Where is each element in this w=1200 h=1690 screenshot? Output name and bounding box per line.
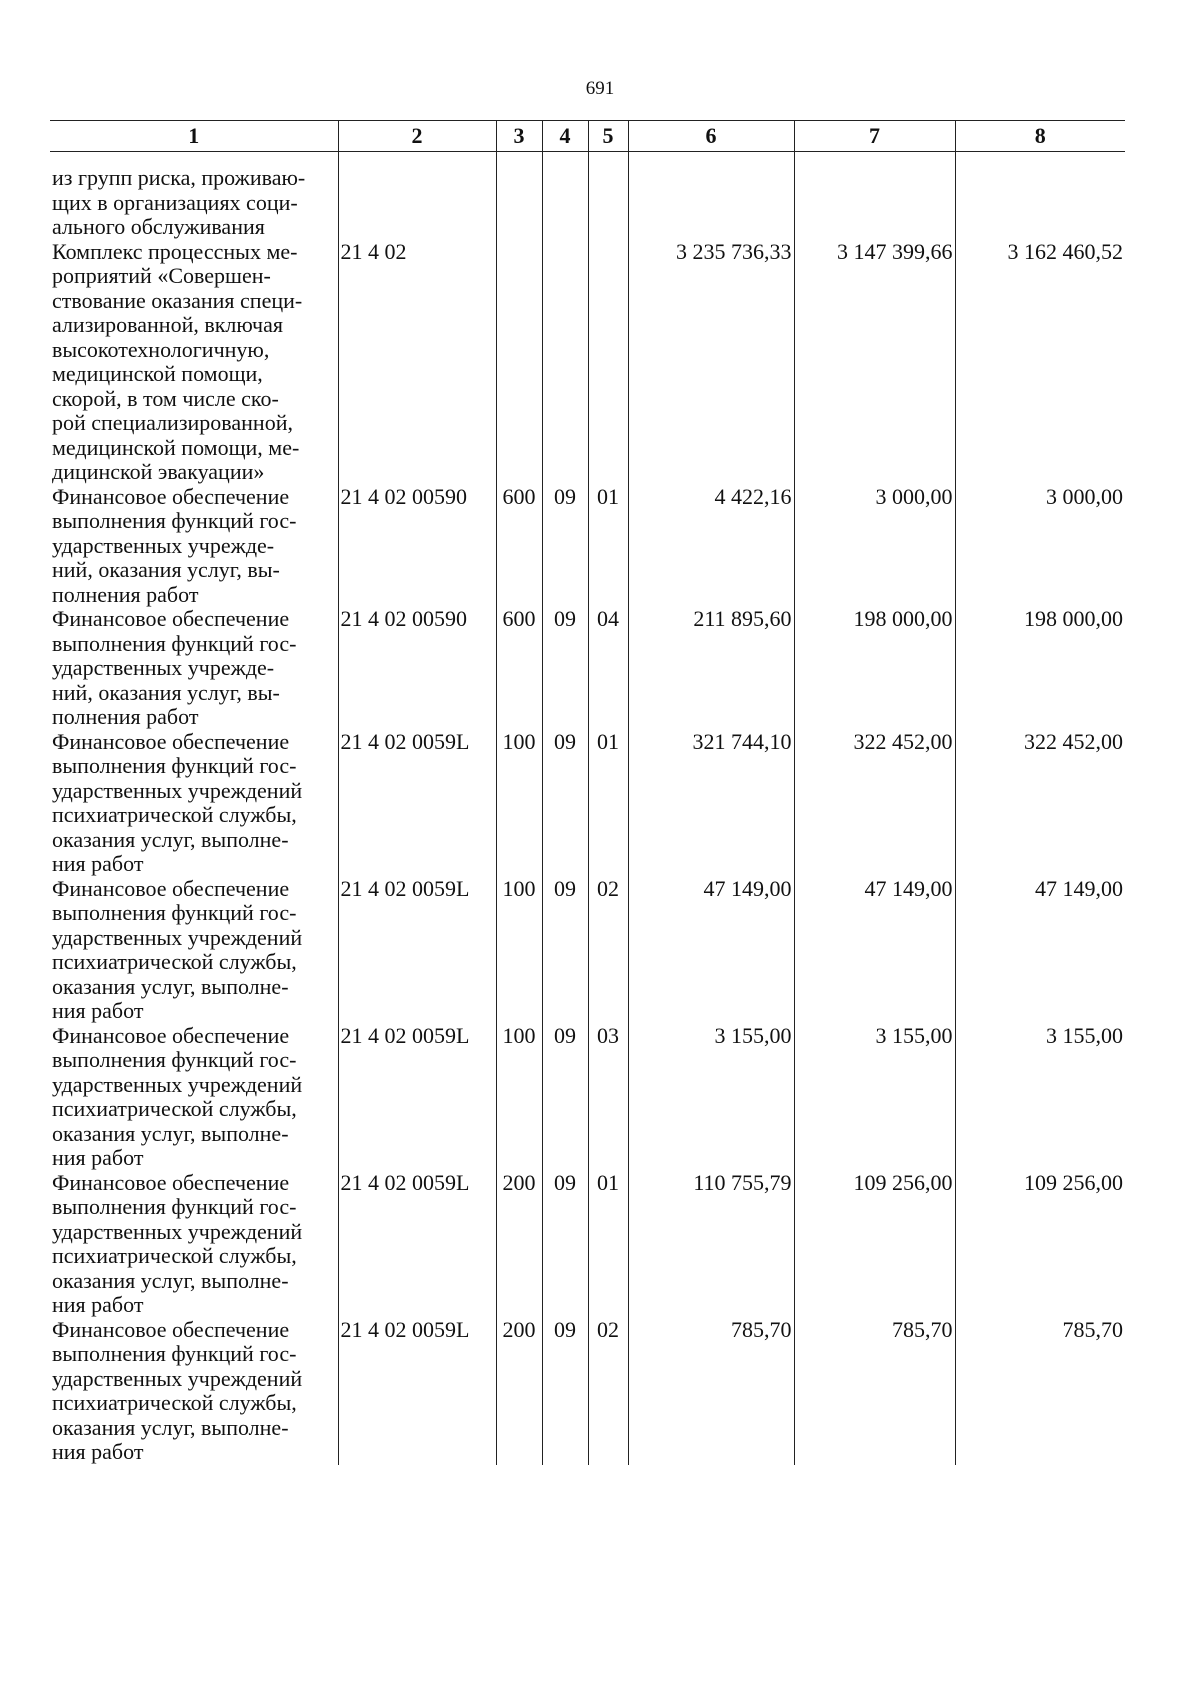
row-expense-type xyxy=(496,152,542,240)
budget-table xyxy=(50,120,1125,1465)
table-row xyxy=(50,730,1125,877)
row-description xyxy=(50,1171,338,1318)
description-line: ствование оказания специ- xyxy=(52,287,303,313)
row-subsection: 04 xyxy=(588,607,628,730)
header-row xyxy=(50,121,1125,152)
column-header-6: 6 xyxy=(628,121,794,152)
row-amount-col6: 4 422,16 xyxy=(628,485,794,608)
description-line: ния работ xyxy=(52,1145,144,1170)
row-amount-col7: 322 452,00 xyxy=(794,730,955,877)
table-row xyxy=(50,1171,1125,1318)
row-amount-col7: 3 147 399,66 xyxy=(794,240,955,485)
row-subsection: 01 xyxy=(588,730,628,877)
row-subsection: 02 xyxy=(588,877,628,1024)
description-line: ализированной, включая xyxy=(52,312,283,337)
table-row xyxy=(50,1318,1125,1465)
row-amount-col8: 198 000,00 xyxy=(955,607,1125,730)
column-header-7: 7 xyxy=(794,121,955,152)
row-description xyxy=(50,1024,338,1171)
row-amount-col8: 3 000,00 xyxy=(955,485,1125,608)
row-code xyxy=(338,152,496,240)
row-section: 09 xyxy=(542,485,588,608)
row-amount-col7: 785,70 xyxy=(794,1318,955,1465)
row-amount-col8: 322 452,00 xyxy=(955,730,1125,877)
description-line: из групп риска, проживаю- xyxy=(52,165,306,190)
row-section: 09 xyxy=(542,1318,588,1465)
row-expense-type: 100 xyxy=(496,730,542,877)
description-line: психиатрической службы, xyxy=(52,802,297,827)
row-subsection: 01 xyxy=(588,485,628,608)
row-amount-col6: 3 155,00 xyxy=(628,1024,794,1171)
row-code: 21 4 02 00590 xyxy=(338,485,496,608)
table-row xyxy=(50,607,1125,730)
row-amount-col8: 109 256,00 xyxy=(955,1171,1125,1318)
description-line: психиатрической службы, xyxy=(52,949,297,974)
row-amount-col6: 47 149,00 xyxy=(628,877,794,1024)
page-number: 691 xyxy=(585,78,615,99)
description-line: ударственных учреждений xyxy=(52,1218,303,1244)
row-section: 09 xyxy=(542,1024,588,1171)
table-row xyxy=(50,152,1125,240)
description-line: рой специализированной, xyxy=(52,410,293,435)
row-amount-col8: 785,70 xyxy=(955,1318,1125,1465)
description-line: щих в организациях соци- xyxy=(52,189,298,215)
row-description xyxy=(50,607,338,730)
row-expense-type: 200 xyxy=(496,1318,542,1465)
row-section xyxy=(542,240,588,485)
description-line: Финансовое обеспечение xyxy=(52,728,290,754)
description-line: медицинской помощи, ме- xyxy=(52,434,300,460)
description-line: медицинской помощи, xyxy=(52,361,263,386)
row-section: 09 xyxy=(542,730,588,877)
table-row xyxy=(50,485,1125,608)
table-header xyxy=(50,121,1125,152)
column-header-8: 8 xyxy=(955,121,1125,152)
description-line: высокотехнологичную, xyxy=(52,336,270,362)
row-subsection xyxy=(588,240,628,485)
column-header-4: 4 xyxy=(542,121,588,152)
row-expense-type: 100 xyxy=(496,1024,542,1171)
row-amount-col6 xyxy=(628,152,794,240)
description-line: выполнения функций гос- xyxy=(52,900,297,925)
row-amount-col6: 321 744,10 xyxy=(628,730,794,877)
description-line: оказания услуг, выполне- xyxy=(52,1267,289,1293)
row-section: 09 xyxy=(542,877,588,1024)
description-line: полнения работ xyxy=(52,581,199,607)
table-row xyxy=(50,877,1125,1024)
row-amount-col8: 47 149,00 xyxy=(955,877,1125,1024)
row-description xyxy=(50,240,338,485)
description-line: оказания услуг, выполне- xyxy=(52,826,289,852)
description-line: Финансовое обеспечение xyxy=(52,1022,290,1048)
row-amount-col6: 3 235 736,33 xyxy=(628,240,794,485)
description-line: психиатрической службы, xyxy=(52,1243,297,1268)
description-line: Финансовое обеспечение xyxy=(52,606,290,631)
row-amount-col6: 211 895,60 xyxy=(628,607,794,730)
description-line: ний, оказания услуг, вы- xyxy=(52,679,280,705)
row-amount-col6: 785,70 xyxy=(628,1318,794,1465)
description-line: психиатрической службы, xyxy=(52,1096,297,1121)
row-code: 21 4 02 0059L xyxy=(338,730,496,877)
description-line: выполнения функций гос- xyxy=(52,630,297,656)
row-description xyxy=(50,877,338,1024)
description-line: ния работ xyxy=(52,851,144,876)
column-header-1: 1 xyxy=(50,121,338,152)
row-amount-col7: 3 155,00 xyxy=(794,1024,955,1171)
row-amount-col7: 109 256,00 xyxy=(794,1171,955,1318)
row-code: 21 4 02 xyxy=(338,240,496,485)
table-row xyxy=(50,1024,1125,1171)
row-description xyxy=(50,1318,338,1465)
description-line: скорой, в том числе ско- xyxy=(52,385,279,411)
description-line: ния работ xyxy=(52,1439,144,1464)
description-line: дицинской эвакуации» xyxy=(52,459,265,484)
description-line: ний, оказания услуг, вы- xyxy=(52,557,280,582)
description-line: роприятий «Совершен- xyxy=(52,263,271,288)
description-line: ударственных учрежде- xyxy=(52,655,275,680)
description-line: Финансовое обеспечение xyxy=(52,483,290,509)
description-line: Финансовое обеспечение xyxy=(52,1316,290,1342)
column-header-5: 5 xyxy=(588,121,628,152)
description-line: оказания услуг, выполне- xyxy=(52,973,289,999)
description-line: ния работ xyxy=(52,1292,144,1317)
table-body xyxy=(50,152,1125,1465)
table-row xyxy=(50,240,1125,485)
description-line: ального обслуживания xyxy=(52,214,265,239)
description-line: Комплекс процессных ме- xyxy=(52,238,298,264)
description-line: ударственных учреждений xyxy=(52,924,303,950)
description-line: выполнения функций гос- xyxy=(52,1047,297,1072)
row-amount-col8: 3 162 460,52 xyxy=(955,240,1125,485)
row-expense-type: 600 xyxy=(496,607,542,730)
row-description xyxy=(50,730,338,877)
row-section xyxy=(542,152,588,240)
description-line: выполнения функций гос- xyxy=(52,753,297,778)
row-code: 21 4 02 0059L xyxy=(338,877,496,1024)
description-line: выполнения функций гос- xyxy=(52,1341,297,1366)
row-amount-col8: 3 155,00 xyxy=(955,1024,1125,1171)
row-subsection: 01 xyxy=(588,1171,628,1318)
description-line: ударственных учреждений xyxy=(52,1071,303,1097)
description-line: выполнения функций гос- xyxy=(52,508,297,533)
description-line: Финансовое обеспечение xyxy=(52,1169,290,1195)
row-amount-col7: 3 000,00 xyxy=(794,485,955,608)
row-code: 21 4 02 0059L xyxy=(338,1024,496,1171)
row-description xyxy=(50,485,338,608)
row-amount-col7: 198 000,00 xyxy=(794,607,955,730)
row-section: 09 xyxy=(542,607,588,730)
row-subsection xyxy=(588,152,628,240)
row-subsection: 02 xyxy=(588,1318,628,1465)
row-amount-col6: 110 755,79 xyxy=(628,1171,794,1318)
row-amount-col7: 47 149,00 xyxy=(794,877,955,1024)
description-line: оказания услуг, выполне- xyxy=(52,1120,289,1146)
column-header-2: 2 xyxy=(338,121,496,152)
description-line: ударственных учреждений xyxy=(52,1365,303,1391)
column-header-3: 3 xyxy=(496,121,542,152)
row-code: 21 4 02 00590 xyxy=(338,607,496,730)
row-code: 21 4 02 0059L xyxy=(338,1171,496,1318)
row-expense-type: 600 xyxy=(496,485,542,608)
row-expense-type xyxy=(496,240,542,485)
row-expense-type: 100 xyxy=(496,877,542,1024)
description-line: ния работ xyxy=(52,998,144,1023)
description-line: полнения работ xyxy=(52,704,199,729)
description-line: ударственных учрежде- xyxy=(52,532,275,558)
row-code: 21 4 02 0059L xyxy=(338,1318,496,1465)
row-section: 09 xyxy=(542,1171,588,1318)
row-amount-col7 xyxy=(794,152,955,240)
row-amount-col8 xyxy=(955,152,1125,240)
description-line: Финансовое обеспечение xyxy=(52,875,290,901)
description-line: психиатрической службы, xyxy=(52,1390,297,1415)
description-line: оказания услуг, выполне- xyxy=(52,1414,289,1440)
row-subsection: 03 xyxy=(588,1024,628,1171)
row-description xyxy=(50,152,338,240)
description-line: выполнения функций гос- xyxy=(52,1194,297,1219)
description-line: ударственных учреждений xyxy=(52,777,303,803)
row-expense-type: 200 xyxy=(496,1171,542,1318)
